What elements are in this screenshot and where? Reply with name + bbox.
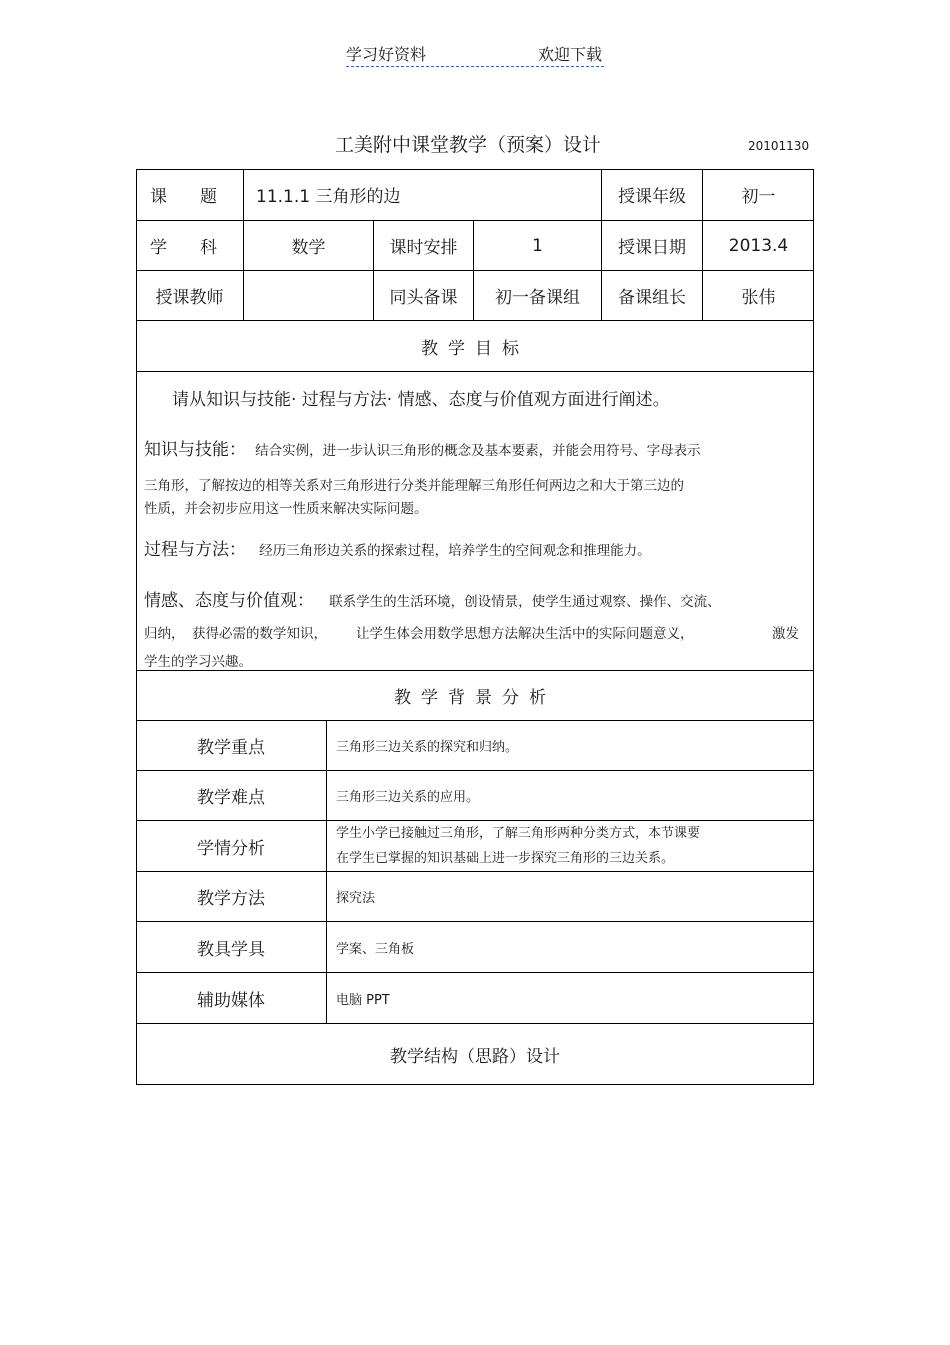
- prep-value: 初一备课组: [495, 288, 580, 308]
- method-value: 探究法: [336, 891, 376, 906]
- topic-label: 课 题: [150, 187, 217, 207]
- structure-heading: 教学结构（思路）设计: [390, 1047, 560, 1067]
- header-right-text: 欢迎下载: [537, 45, 602, 64]
- background-heading: 教学背景分析: [394, 688, 556, 708]
- subject-label: 学 科: [150, 238, 217, 258]
- subject-value: 数学: [291, 238, 326, 258]
- grade-value: 初一: [741, 187, 776, 207]
- date-value: 2013.4: [728, 235, 789, 256]
- knowledge-line-1: [144, 435, 701, 460]
- hours-value: 1: [532, 235, 543, 256]
- objectives-intro: 请从知识与技能· 过程与方法· 情感、态度与价值观方面进行阐述。: [172, 390, 670, 410]
- knowledge-text-2: 三角形，了解按边的相等关系对三角形进行分类并能理解三角形任何两边之和大于第三边的: [144, 478, 684, 494]
- row-structure-heading: [136, 1023, 814, 1085]
- knowledge-label: 知识与技能：: [144, 440, 246, 460]
- knowledge-text-1: 结合实例，进一步认识三角形的概念及基本要素，并能会用符号、字母表示: [255, 443, 701, 459]
- row-key-point: [136, 720, 814, 770]
- emotion-text-2: 归纳， 获得必需的数学知识， 让学生体会用数学思想方法解决生活中的实际问题意义， 激发: [144, 626, 799, 642]
- leader-label: 备课组长: [618, 288, 686, 308]
- row-objectives-body: [136, 371, 814, 670]
- date-label: 授课日期: [618, 238, 686, 258]
- row-background-heading: [136, 670, 814, 720]
- document-date: 20101130: [748, 139, 810, 153]
- emotion-label: 情感、态度与价值观：: [144, 591, 314, 611]
- tools-label: 教具学具: [197, 939, 265, 960]
- page-header: [346, 40, 604, 67]
- key-point-label: 教学重点: [197, 738, 265, 758]
- grade-label: 授课年级: [618, 187, 686, 207]
- document-title: 工美附中课堂教学（预案）设计: [335, 134, 602, 156]
- knowledge-text-3: 性质，并会初步应用这一性质来解决实际问题。: [144, 501, 428, 517]
- row-method: [136, 871, 814, 921]
- row-difficulty: [136, 770, 814, 820]
- row-tools: [136, 921, 814, 972]
- row-student-analysis: [136, 820, 814, 871]
- emotion-line-1: [144, 586, 721, 611]
- difficulty-value: 三角形三边关系的应用。: [336, 790, 480, 805]
- key-point-value: 三角形三边关系的探究和归纳。: [336, 740, 519, 755]
- row-media: [136, 972, 814, 1023]
- process-line: [144, 535, 651, 560]
- media-value: 电脑 PPT: [336, 992, 390, 1008]
- process-label: 过程与方法：: [144, 540, 246, 560]
- hours-label: 课时安排: [389, 238, 458, 258]
- header-left-text: 学习好资料: [346, 45, 427, 64]
- teacher-value: [244, 271, 373, 320]
- student-analysis-label: 学情分析: [197, 838, 265, 859]
- student-analysis-value: 学生小学已接触过三角形，了解三角形两种分类方式，本节课要 在学生已掌握的知识基础上进一步探究三角形的三边关系。: [336, 826, 701, 866]
- prep-label: 同头备课: [389, 288, 458, 308]
- teacher-label: 授课教师: [155, 288, 224, 308]
- tools-value: 学案、三角板: [336, 941, 415, 957]
- row-subject: [136, 220, 814, 270]
- objectives-heading: 教学目标: [421, 338, 529, 359]
- topic-value: 11.1.1 三角形的边: [256, 187, 401, 207]
- process-text: 经历三角形边关系的探索过程，培养学生的空间观念和推理能力。: [259, 543, 651, 559]
- method-label: 教学方法: [197, 889, 265, 909]
- row-topic: [136, 169, 814, 220]
- row-objectives-heading: [136, 320, 814, 371]
- emotion-text-1: 联系学生的生活环境，创设情景，使学生通过观察、操作、交流、: [329, 594, 721, 610]
- difficulty-label: 教学难点: [197, 788, 265, 808]
- leader-value: 张伟: [741, 288, 776, 308]
- emotion-text-3: 学生的学习兴趣。: [144, 654, 252, 670]
- row-teacher: [136, 270, 814, 320]
- media-label: 辅助媒体: [197, 990, 265, 1011]
- lesson-plan-table: [136, 169, 814, 1085]
